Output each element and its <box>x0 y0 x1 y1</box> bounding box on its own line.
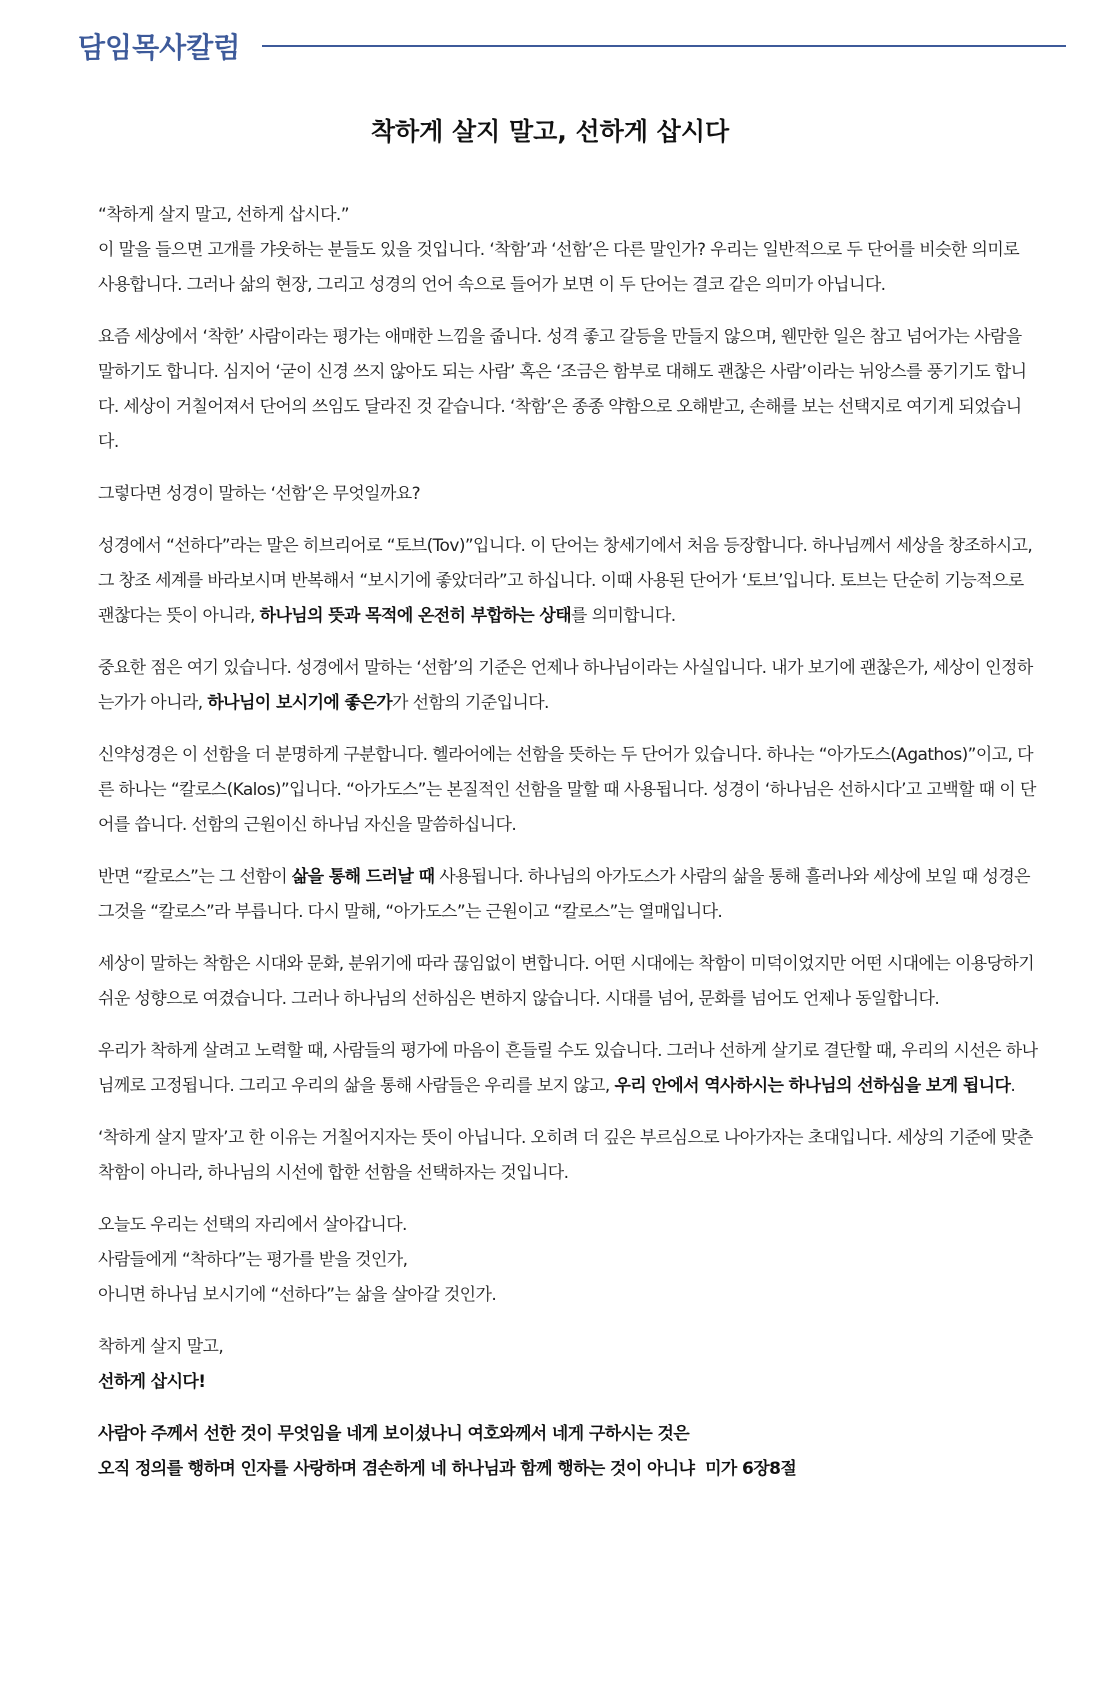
paragraph-7-emphasis: 삶을 통해 드러날 때 <box>291 867 435 887</box>
paragraph-4-text-a: 성경에서 “선하다”라는 말은 히브리어로 “토브(Tov)”입니다. 이 단어는 창세기에서 처음 등장합니다. 하나님께서 세상을 창조하시고, 그 창조 세계를 바라보시며 반복해서 “보시기에 좋았더라”고 하십니다. 이때 사용된 단어가 ‘토브’입니다. 토브는 단순히 기능적으로 괜찮다는 뜻이 아니라, <box>98 536 1033 626</box>
paragraph-7-text-a: 반면 “칼로스”는 그 선함이 <box>98 867 292 887</box>
paragraph-5-text-a: 중요한 점은 여기 있습니다. 성경에서 말하는 ‘선함’의 기준은 언제나 하나님이라는 사실입니다. 내가 보기에 괜찮은가, 세상이 인정하는가가 아니라, <box>98 658 1033 713</box>
paragraph-5 <box>98 651 1038 721</box>
paragraph-11-line-2: 사람들에게 “착하다”는 평가를 받을 것인가, <box>98 1250 408 1270</box>
verse-reference: 미가 6장8절 <box>705 1459 797 1479</box>
verse-line-2: 오직 정의를 행하며 인자를 사랑하며 겸손하게 네 하나님과 함께 행하는 것이 아니냐 <box>98 1459 695 1479</box>
paragraph-9-emphasis: 우리 안에서 역사하시는 하나님의 선하심을 보게 됩니다 <box>614 1076 1011 1096</box>
paragraph-4 <box>98 529 1038 634</box>
article-body <box>98 198 1038 1504</box>
paragraph-9-text-c: . <box>1010 1076 1016 1096</box>
column-category-title: 담임목사칼럼 <box>78 31 241 64</box>
paragraph-3: 그렇다면 성경이 말하는 ‘선함’은 무엇일까요? <box>98 484 421 504</box>
opening-quote: “착하게 살지 말고, 선하게 삽시다.” <box>98 205 349 225</box>
paragraph-11-line-1: 오늘도 우리는 선택의 자리에서 살아갑니다. <box>98 1215 407 1235</box>
verse-line-1: 사람아 주께서 선한 것이 무엇임을 네게 보이셨나니 여호와께서 네게 구하시는 것은 <box>98 1424 690 1444</box>
column-header <box>78 24 1066 68</box>
closing-line-1: 착하게 살지 말고, <box>98 1337 224 1357</box>
header-divider-line <box>262 45 1066 47</box>
paragraph-5-text-c: 가 선함의 기준입니다. <box>392 693 549 713</box>
paragraph-8: 세상이 말하는 착함은 시대와 문화, 분위기에 따라 끊임없이 변합니다. 어떤 시대에는 착함이 미덕이었지만 어떤 시대에는 이용당하기 쉬운 성향으로 여겼습니다. 그러나 하나님의 선하심은 변하지 않습니다. 시대를 넘어, 문화를 넘어도 언제나 동일합니다. <box>98 954 1035 1009</box>
paragraph-11 <box>98 1208 1038 1313</box>
paragraph-7 <box>98 860 1038 930</box>
scripture-verse <box>98 1417 1038 1487</box>
paragraph-4-emphasis: 하나님의 뜻과 목적에 온전히 부합하는 상태 <box>259 606 572 626</box>
paragraph-5-emphasis: 하나님이 보시기에 좋은가 <box>207 693 393 713</box>
paragraph-2: 요즘 세상에서 ‘착한’ 사람이라는 평가는 애매한 느낌을 줍니다. 성격 좋고 갈등을 만들지 않으며, 웬만한 일은 참고 넘어가는 사람을 말하기도 합니다. 심지어 ‘굳이 신경 쓰지 않아도 되는 사람’ 혹은 ‘조금은 함부로 대해도 괜찮은 사람’이라는 뉘앙스를 풍기기도 합니다. 세상이 거칠어져서 단어의 쓰임도 달라진 것 같습니다. ‘착함’은 종종 약함으로 오해받고, 손해를 보는 선택지로 여기게 되었습니다. <box>98 327 1027 452</box>
paragraph-9 <box>98 1034 1038 1104</box>
article-title: 착하게 살지 말고, 선하게 삽시다 <box>370 117 730 146</box>
paragraph-9-text-a: 우리가 착하게 살려고 노력할 때, 사람들의 평가에 마음이 흔들릴 수도 있습니다. 그러나 선하게 살기로 결단할 때, 우리의 시선은 하나님께로 고정됩니다. 그리고 우리의 삶을 통해 사람들은 우리를 보지 않고, <box>98 1041 1038 1096</box>
paragraph-11-line-3: 아니면 하나님 보시기에 “선하다”는 삶을 살아갈 것인가. <box>98 1285 497 1305</box>
paragraph-12 <box>98 1330 1038 1400</box>
paragraph-1-text: 이 말을 들으면 고개를 갸웃하는 분들도 있을 것입니다. ‘착함’과 ‘선함’은 다른 말인가? 우리는 일반적으로 두 단어를 비슷한 의미로 사용합니다. 그러나 삶의 현장, 그리고 성경의 언어 속으로 들어가 보면 이 두 단어는 결코 같은 의미가 아닙니다. <box>98 240 1020 295</box>
paragraph-7-text-c: 사용됩니다. 하나님의 아가도스가 사람의 삶을 통해 흘러나와 세상에 보일 때 성경은 그것을 “칼로스”라 부릅니다. 다시 말해, “아가도스”는 근원이고 “칼로스”는 열매입니다. <box>98 867 1030 922</box>
paragraph-6: 신약성경은 이 선함을 더 분명하게 구분합니다. 헬라어에는 선함을 뜻하는 두 단어가 있습니다. 하나는 “아가도스(Agathos)”이고, 다른 하나는 “칼로스(Kalos)”입니다. “아가도스”는 본질적인 선함을 말할 때 사용됩니다. 성경이 ‘하나님은 선하시다’고 고백할 때 이 단어를 씁니다. 선함의 근원이신 하나님 자신을 말씀하십니다. <box>98 745 1036 835</box>
paragraph-10: ‘착하게 살지 말자’고 한 이유는 거칠어지자는 뜻이 아닙니다. 오히려 더 깊은 부르심으로 나아가자는 초대입니다. 세상의 기준에 맞춘 착함이 아니라, 하나님의 시선에 합한 선함을 선택하자는 것입니다. <box>98 1128 1033 1183</box>
paragraph-4-text-c: 를 의미합니다. <box>571 606 676 626</box>
paragraph-1 <box>98 198 1038 303</box>
closing-line-2: 선하게 삽시다! <box>98 1372 206 1392</box>
